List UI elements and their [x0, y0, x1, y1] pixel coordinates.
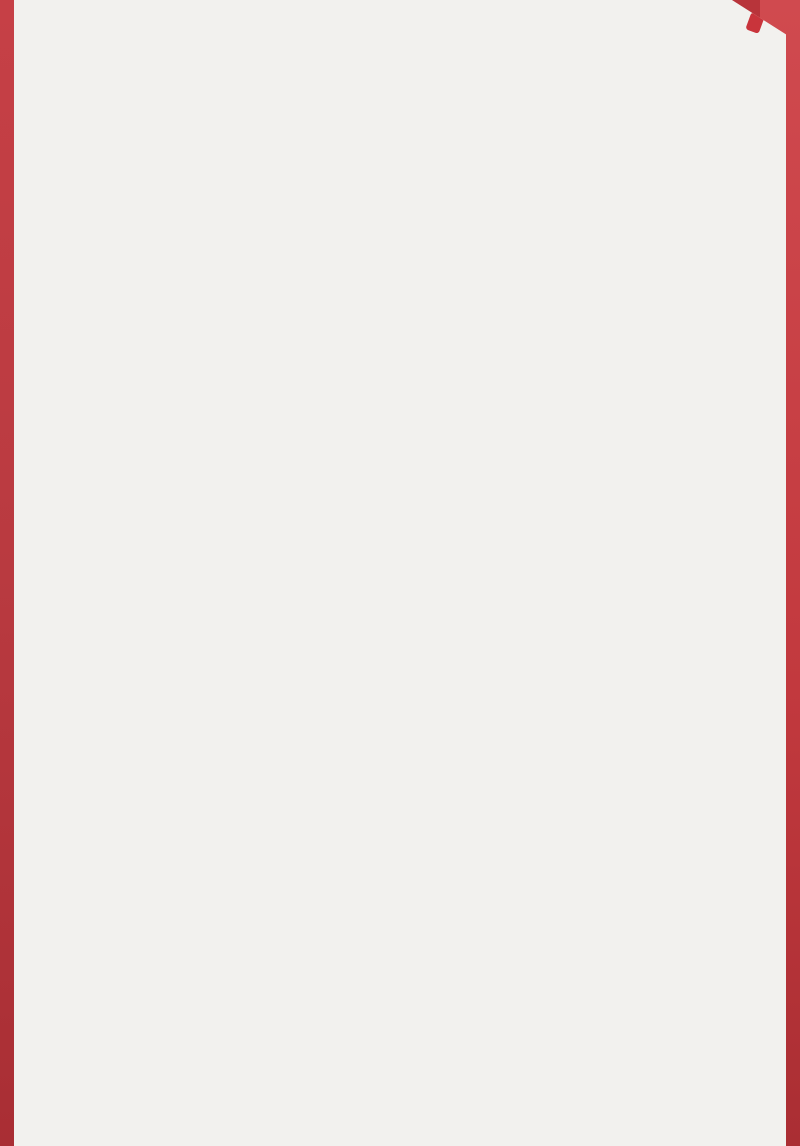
document-sheet [14, 0, 786, 1146]
document-body [62, 60, 742, 90]
